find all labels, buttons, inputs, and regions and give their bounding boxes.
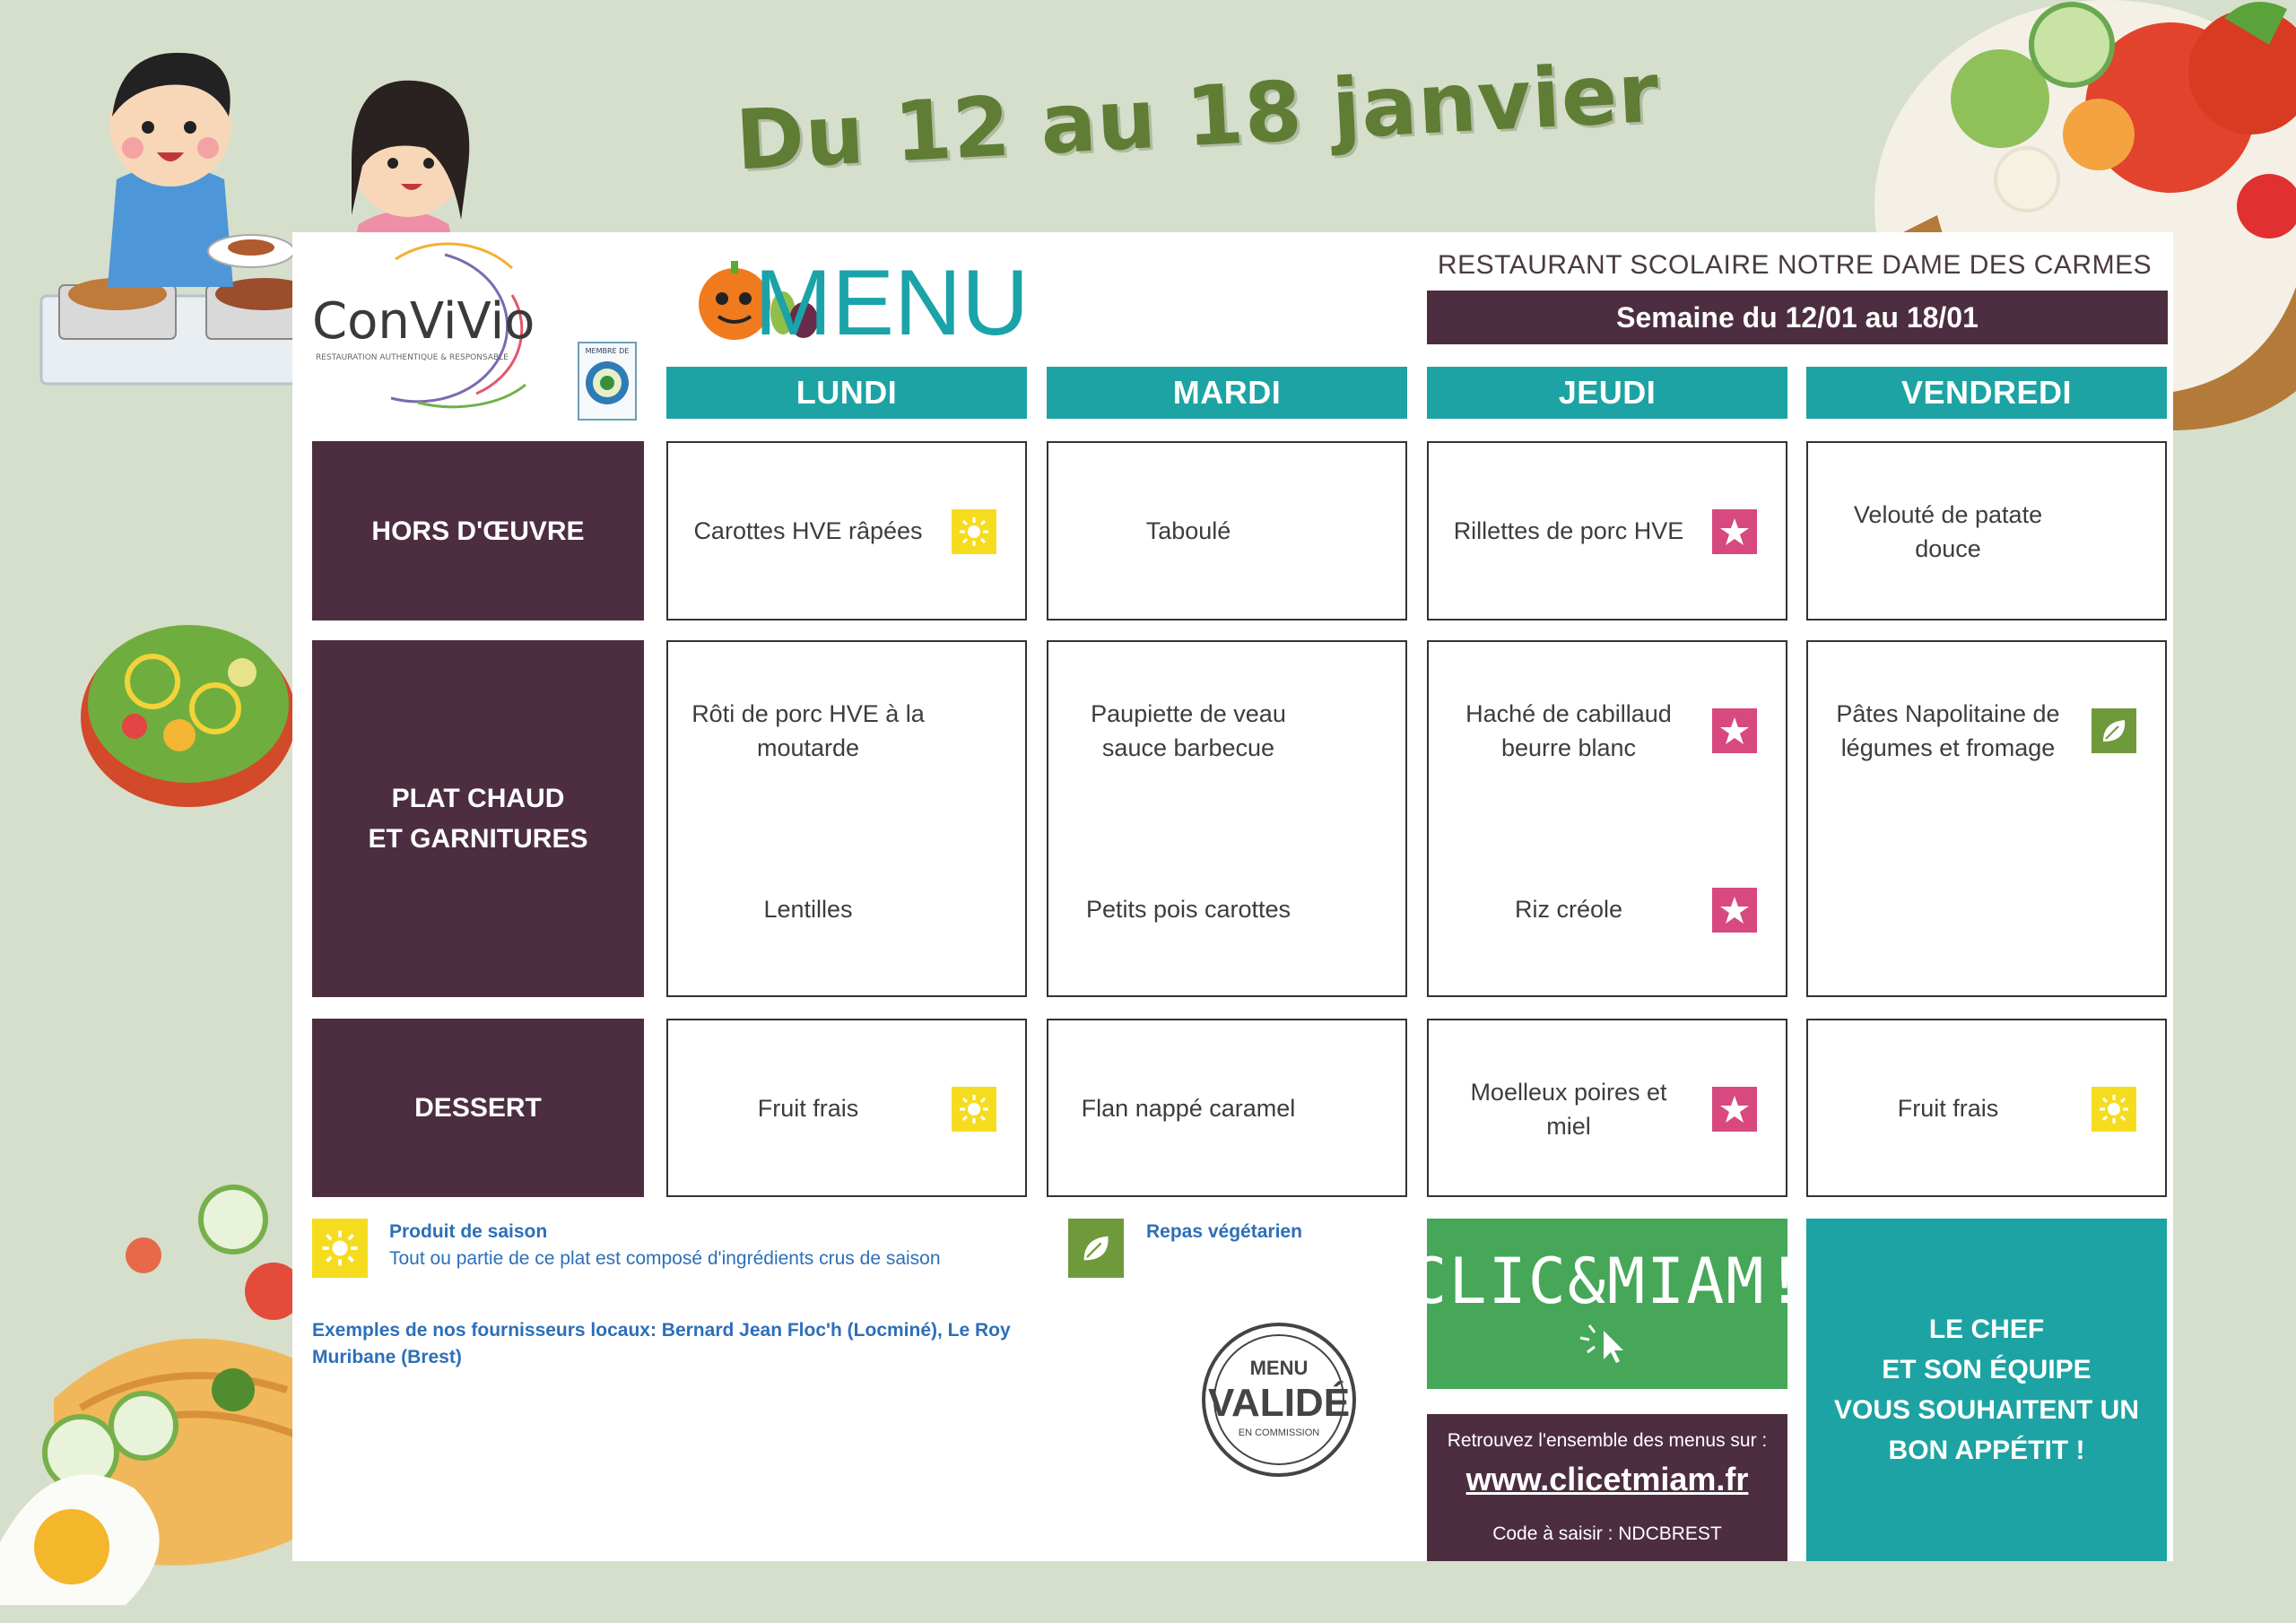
cell-hors-lundi [666, 441, 1027, 621]
salad-bowl-illustration [72, 610, 305, 816]
chef-line: ET SON ÉQUIPE [1882, 1355, 2092, 1384]
convivio-logo [310, 241, 561, 412]
member-seal-icon [579, 355, 635, 411]
dish-line: moutarde [756, 733, 860, 761]
clicmiam-info [1427, 1414, 1787, 1561]
row-label-hors-doeuvre: HORS D'ŒUVRE [312, 441, 644, 621]
star-icon [1712, 708, 1757, 753]
cell-dessert-mardi [1047, 1019, 1407, 1197]
garnish-plat-mardi: Petits pois carottes [1085, 896, 1292, 923]
clicmiam-retrouvez: Retrouvez l'ensemble des menus sur : [1447, 1430, 1768, 1451]
dish-line: légumes et fromage [1840, 733, 2056, 761]
cell-plat-mardi [1047, 640, 1407, 997]
dish-line: miel [1546, 1112, 1591, 1140]
dish-plat-jeudi [1434, 698, 1703, 766]
dish-line: beurre blanc [1500, 733, 1637, 761]
chef-line: BON APPÉTIT ! [1888, 1436, 2085, 1465]
day-header-lundi: LUNDI [666, 367, 1027, 419]
cell-hors-vendredi [1806, 441, 2167, 621]
dish-line: Haché de cabillaud [1465, 700, 1672, 727]
star-icon [1712, 888, 1757, 933]
day-header-jeudi: JEUDI [1427, 367, 1787, 419]
sun-icon [952, 509, 996, 554]
menu-title [683, 248, 1030, 355]
dish-dessert-vendredi: Fruit frais [1897, 1095, 1999, 1122]
dish-dessert-mardi: Flan nappé caramel [1081, 1095, 1296, 1122]
clicmiam-title: CLIC&MIAM! [1409, 1245, 1805, 1318]
row-label-plat-chaud [312, 640, 644, 997]
convivio-logo-text: ConViVio [312, 292, 535, 351]
chef-line: VOUS SOUHAITENT UN [1833, 1395, 2140, 1425]
dish-line: Rôti de porc HVE à la [691, 700, 925, 727]
dish-plat-lundi [674, 698, 943, 766]
dish-dessert-jeudi [1434, 1076, 1703, 1144]
clicmiam-banner[interactable] [1409, 1219, 1805, 1389]
stamp-top: MENU [1249, 1357, 1309, 1379]
week-banner: Semaine du 12/01 au 18/01 [1427, 291, 2168, 344]
member-badge-text: MEMBRE DE [585, 347, 630, 355]
clicmiam-url-link[interactable]: www.clicetmiam.fr [1465, 1461, 1749, 1497]
cell-plat-vendredi [1806, 640, 2167, 997]
dish-line: Paupiette de veau [1091, 700, 1286, 727]
legend-season-title: Produit de saison [389, 1221, 548, 1242]
legend-season [389, 1219, 1053, 1273]
dish-dessert-lundi: Fruit frais [757, 1095, 859, 1122]
legend-suppliers-line: Exemples de nos fournisseurs locaux: Bernard Jean Floc'h (Locminé), Le Roy [312, 1320, 1011, 1341]
stamp-bottom: EN COMMISSION [1238, 1428, 1320, 1438]
dish-line: Velouté de patate [1853, 501, 2043, 528]
cell-hors-jeudi [1427, 441, 1787, 621]
cell-dessert-lundi [666, 1019, 1027, 1197]
sun-icon [2092, 1087, 2136, 1132]
legend-sun-icon [312, 1219, 368, 1278]
row-label-plat-line2: ET GARNITURES [368, 824, 588, 854]
legend-season-desc: Tout ou partie de ce plat est composé d'ingrédients crus de saison [389, 1248, 941, 1270]
legend-leaf-icon [1068, 1219, 1124, 1278]
clicmiam-code: Code à saisir : NDCBREST [1492, 1523, 1722, 1544]
cell-hors-mardi [1047, 441, 1407, 621]
dish-line: sauce barbecue [1101, 733, 1275, 761]
row-label-dessert: DESSERT [312, 1019, 644, 1197]
garnish-plat-jeudi: Riz créole [1514, 896, 1623, 923]
convivio-logo-tagline: RESTAURATION AUTHENTIQUE & RESPONSABLE [316, 353, 509, 362]
cursor-icon [1571, 1318, 1643, 1363]
cell-dessert-jeudi [1427, 1019, 1787, 1197]
menu-valide-stamp [1198, 1319, 1360, 1480]
day-header-mardi: MARDI [1047, 367, 1407, 419]
cell-plat-lundi [666, 640, 1027, 997]
chef-message [1806, 1219, 2167, 1561]
garnish-plat-lundi: Lentilles [763, 896, 853, 923]
row-label-plat-line1: PLAT CHAUD [391, 784, 565, 813]
leaf-icon [2092, 708, 2136, 753]
dish-hors-lundi: Carottes HVE râpées [693, 517, 923, 544]
cell-dessert-vendredi [1806, 1019, 2167, 1197]
stamp-main: VALIDÉ [1207, 1381, 1351, 1425]
legend-veg-title: Repas végétarien [1146, 1221, 1302, 1242]
star-icon [1712, 1087, 1757, 1132]
dish-hors-vendredi [1813, 499, 2083, 567]
dish-plat-vendredi [1813, 698, 2083, 766]
week-headline: Du 12 au 18 janvier [733, 44, 1663, 189]
dish-hors-jeudi: Rillettes de porc HVE [1453, 517, 1684, 544]
legend-suppliers [312, 1317, 1048, 1372]
dish-line: douce [1915, 534, 1981, 562]
legend-suppliers-line: Muribane (Brest) [312, 1347, 462, 1368]
chef-line: LE CHEF [1928, 1315, 2045, 1344]
menu-title-text: MENU [754, 251, 1030, 355]
dish-line: Pâtes Napolitaine de [1836, 700, 2060, 727]
sun-icon [952, 1087, 996, 1132]
dish-plat-mardi [1054, 698, 1323, 766]
restaurant-name: RESTAURANT SCOLAIRE NOTRE DAME DES CARMES [1437, 250, 2152, 280]
menu-sheet [292, 232, 2173, 1561]
pasta-egg-illustration [0, 1184, 323, 1623]
star-icon [1712, 509, 1757, 554]
day-header-vendredi: VENDREDI [1806, 367, 2167, 419]
dish-line: Moelleux poires et [1470, 1079, 1667, 1106]
dish-hors-mardi: Taboulé [1145, 517, 1231, 544]
cell-plat-jeudi [1427, 640, 1787, 997]
member-badge [578, 342, 637, 421]
